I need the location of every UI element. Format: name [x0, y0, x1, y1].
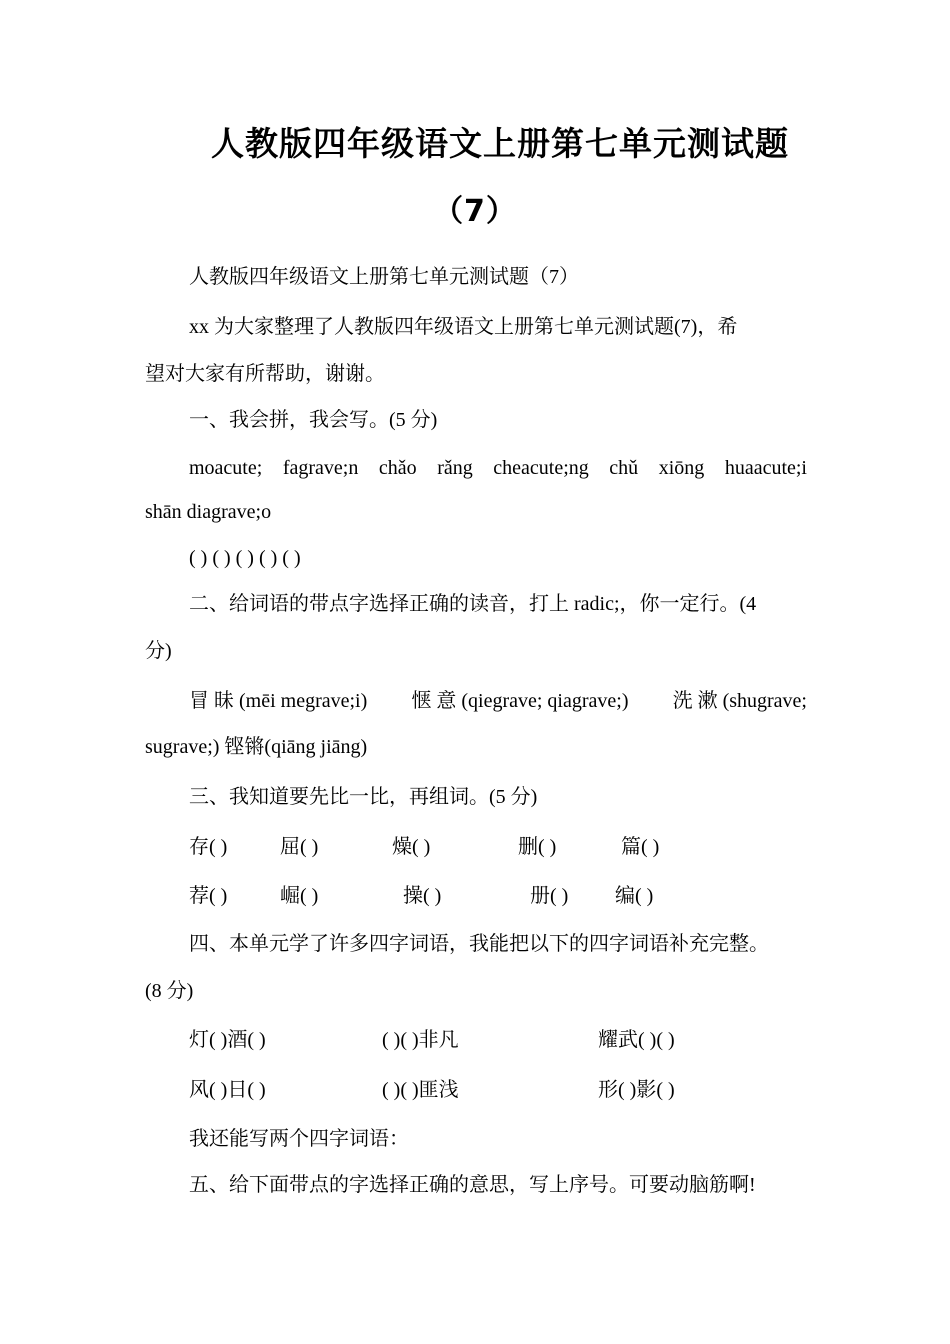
- q4-extra: 我还能写两个四字词语：: [189, 1128, 409, 1150]
- q3-cell: 删( ): [518, 836, 557, 858]
- q4-cell: 形( )影( ): [598, 1079, 675, 1101]
- pinyin-word: moacute;: [189, 457, 263, 479]
- q4-cell: 风( )日( ): [189, 1079, 266, 1101]
- q4-cell: 耀武( )( ): [598, 1029, 675, 1051]
- pinyin-word: rǎng: [437, 457, 473, 479]
- q3-cell: 屈( ): [280, 836, 319, 858]
- pinyin-word: chǔ: [609, 457, 639, 479]
- pinyin-word: xiōng: [658, 457, 705, 479]
- q2-item: 惬 意 (qiegrave; qiagrave;): [411, 690, 629, 712]
- intro-line-2: 望对大家有所帮助，谢谢。: [145, 363, 385, 385]
- document-title-number: （7）: [433, 194, 517, 229]
- q1-pinyin-line-2: shān diagrave;o: [145, 501, 272, 523]
- q2-item: 冒 昧 (mēi megrave;i): [189, 690, 368, 712]
- q5-heading: 五、给下面带点的字选择正确的意思，写上序号。可要动脑筋啊!: [189, 1174, 756, 1196]
- pinyin-word: fagrave;n: [282, 457, 359, 479]
- q2-line-1: [189, 687, 807, 715]
- q3-cell: 操( ): [403, 885, 442, 907]
- pinyin-word: chǎo: [378, 457, 417, 479]
- document-title: 人教版四年级语文上册第七单元测试题: [211, 124, 789, 163]
- intro-line-1: xx 为大家整理了人教版四年级语文上册第七单元测试题(7)，希: [189, 316, 738, 338]
- q3-cell: 存( ): [189, 836, 228, 858]
- q4-cell: ( )( )匪浅: [382, 1079, 459, 1101]
- q3-cell: 燥( ): [392, 836, 431, 858]
- q2-heading: 二、给词语的带点字选择正确的读音，打上 radic;，你一定行。(4: [189, 593, 757, 615]
- q3-cell: 篇( ): [621, 836, 660, 858]
- subtitle: 人教版四年级语文上册第七单元测试题（7）: [189, 266, 579, 288]
- q3-cell: 崛( ): [280, 885, 319, 907]
- q3-cell: 编( ): [615, 885, 654, 907]
- q4-heading: 四、本单元学了许多四字词语，我能把以下的四字词语补充完整。: [189, 933, 769, 955]
- q4-cell: ( )( )非凡: [382, 1029, 459, 1051]
- q3-cell: 荐( ): [189, 885, 228, 907]
- q4-heading-cont: (8 分): [145, 980, 194, 1002]
- q1-pinyin-line-1: [189, 454, 807, 482]
- q3-heading: 三、我知道要先比一比，再组词。(5 分): [189, 786, 538, 808]
- pinyin-word: cheacute;ng: [493, 457, 589, 479]
- q2-line-2: sugrave;) 铿锵(qiāng jiāng): [145, 736, 368, 758]
- pinyin-word: huaacute;i: [724, 457, 807, 479]
- q2-item: 洗 漱 (shugrave;: [672, 690, 807, 712]
- q3-cell: 册( ): [530, 885, 569, 907]
- q4-cell: 灯( )酒( ): [189, 1029, 266, 1051]
- q2-heading-cont: 分): [145, 640, 172, 662]
- q1-heading: 一、我会拼，我会写。(5 分): [189, 409, 438, 431]
- q1-blanks: ( ) ( ) ( ) ( ) ( ): [189, 547, 301, 569]
